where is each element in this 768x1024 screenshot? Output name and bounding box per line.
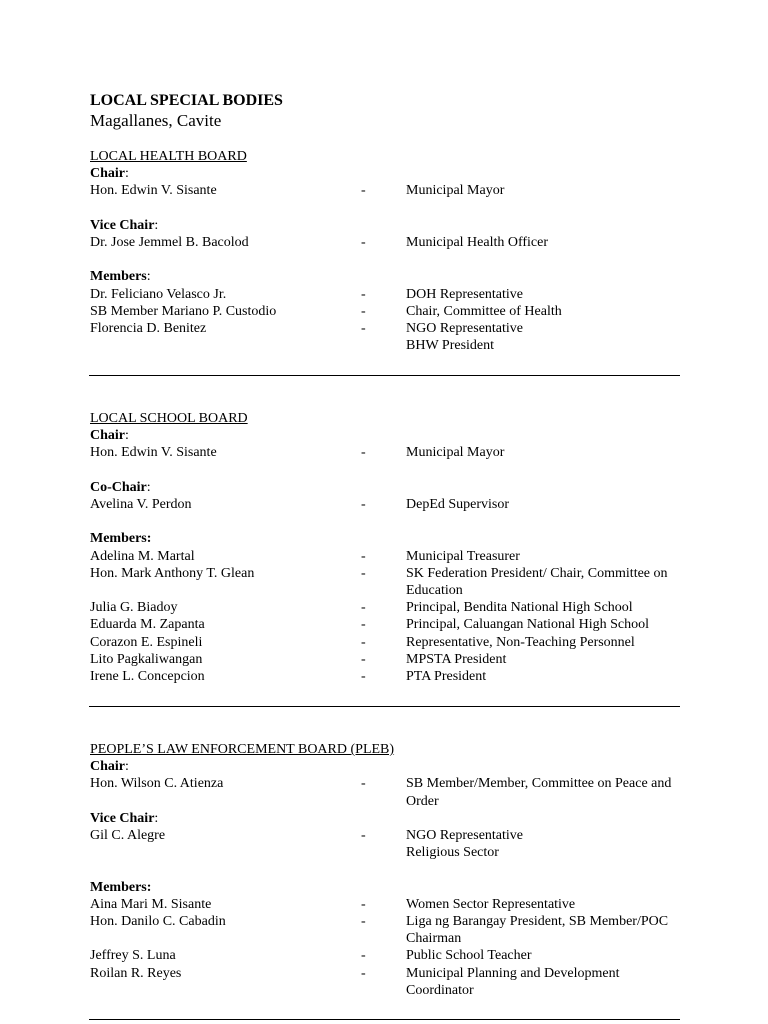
- member-position: NGO Representative: [406, 828, 524, 844]
- member-position: Municipal Mayor: [406, 183, 505, 199]
- member-position: Principal, Caluangan National High School: [406, 617, 650, 633]
- separator-dash: -: [361, 896, 366, 912]
- health-board-title: LOCAL HEALTH BOARD: [90, 149, 247, 164]
- roster-row: [90, 548, 690, 565]
- pleb-vice-chair: Vice Chair: Gil C. Alegre - NGO Representative Religious Sector: [90, 810, 690, 862]
- separator-dash: -: [361, 497, 366, 512]
- separator-dash: -: [361, 565, 366, 581]
- member-position: NGO Representative: [406, 321, 524, 336]
- member-position: Women Sector Representative: [406, 896, 576, 912]
- roster-row: [90, 651, 690, 668]
- separator-dash: -: [361, 617, 366, 633]
- member-name: Avelina V. Perdon: [90, 497, 192, 512]
- document-subtitle: Magallanes, Cavite: [90, 111, 222, 130]
- members-label: Members: [90, 269, 147, 285]
- separator-dash: -: [361, 235, 366, 250]
- members-label: Members:: [90, 879, 152, 895]
- roster-row: [90, 496, 690, 513]
- roster-row: [90, 896, 690, 913]
- member-position: Chair, Committee of Health: [406, 303, 562, 319]
- roster-row: [90, 320, 690, 337]
- member-position: BHW President: [406, 338, 495, 354]
- separator-dash: -: [361, 183, 366, 199]
- member-name: Aina Mari M. Sisante: [90, 896, 212, 912]
- member-position: Religious Sector: [406, 845, 499, 861]
- member-name: Eduarda M. Zapanta: [90, 617, 205, 633]
- roster-row: [90, 844, 690, 861]
- member-name: Dr. Feliciano Velasco Jr.: [90, 286, 227, 302]
- member-name: Irene L. Concepcion: [90, 669, 205, 685]
- separator-dash: -: [361, 965, 366, 981]
- section-divider: [89, 375, 680, 376]
- section-divider: [89, 706, 680, 707]
- chair-label: Chair: [90, 759, 125, 775]
- member-name: Florencia D. Benitez: [90, 321, 207, 336]
- chair-list: [90, 775, 690, 809]
- health-board-chair: Chair: Hon. Edwin V. Sisante - Municipal Mayor: [90, 165, 690, 199]
- members-label: Members:: [90, 531, 152, 547]
- member-position: PTA President: [406, 669, 487, 685]
- roster-row: [90, 444, 690, 461]
- member-position: MPSTA President: [406, 651, 507, 667]
- member-position: Municipal Treasurer: [406, 548, 520, 564]
- vice-chair-list: [90, 234, 690, 251]
- roster-row: [90, 286, 690, 303]
- member-name: Dr. Jose Jemmel B. Bacolod: [90, 235, 249, 250]
- member-name: Hon. Danilo C. Cabadin: [90, 914, 226, 930]
- member-name: Julia G. Biadoy: [90, 600, 178, 616]
- school-board-co-chair: Co-Chair: Avelina V. Perdon - DepEd Supervisor: [90, 479, 690, 513]
- health-board-section: [90, 148, 690, 354]
- health-board-members: Members: Dr. Feliciano Velasco Jr. - DOH Representative SB Member Mariano P. Custodio - Chair, Committee of Health Florencia D. Benitez - NGO Representative BHW President: [90, 268, 690, 354]
- member-position: Municipal Mayor: [406, 445, 505, 461]
- member-name: Gil C. Alegre: [90, 828, 166, 844]
- member-position: Public School Teacher: [406, 948, 532, 964]
- roster-row: [90, 668, 690, 685]
- roster-row: [90, 965, 690, 999]
- roster-row: [90, 565, 690, 599]
- school-board-chair: Chair: Hon. Edwin V. Sisante - Municipal Mayor: [90, 427, 690, 461]
- separator-dash: -: [361, 948, 366, 964]
- separator-dash: -: [361, 828, 366, 844]
- pleb-section: [90, 741, 690, 999]
- separator-dash: -: [361, 914, 366, 930]
- member-position: Liga ng Barangay President, SB Member/POC Chairman: [406, 914, 669, 947]
- roster-row: [90, 234, 690, 251]
- member-name: Jeffrey S. Luna: [90, 948, 176, 964]
- vice-chair-list: [90, 827, 690, 861]
- pleb-members: [90, 879, 690, 999]
- separator-dash: -: [361, 445, 366, 461]
- health-board-vice-chair: Vice Chair: Dr. Jose Jemmel B. Bacolod - Municipal Health Officer: [90, 217, 690, 251]
- roster-row: [90, 634, 690, 651]
- member-position: SB Member/Member, Committee on Peace and Order: [406, 776, 672, 809]
- roster-row: [90, 337, 690, 354]
- chair-list: [90, 182, 690, 199]
- member-position: DOH Representative: [406, 286, 524, 302]
- member-name: Hon. Mark Anthony T. Glean: [90, 565, 255, 581]
- co-chair-list: [90, 496, 690, 513]
- separator-dash: -: [361, 776, 366, 792]
- document-title: LOCAL SPECIAL BODIES: [90, 92, 283, 109]
- vice-chair-label: Vice Chair: [90, 217, 155, 233]
- member-position: SK Federation President/ Chair, Committee on Education: [406, 565, 668, 598]
- vice-chair-label: Vice Chair: [90, 810, 155, 826]
- member-name: Corazon E. Espineli: [90, 634, 203, 650]
- members-list: [90, 896, 690, 999]
- member-name: Hon. Edwin V. Sisante: [90, 183, 217, 199]
- school-board-section: [90, 410, 690, 685]
- members-list: [90, 548, 690, 686]
- school-board-members: [90, 530, 690, 685]
- separator-dash: -: [361, 669, 366, 685]
- roster-row: [90, 616, 690, 633]
- separator-dash: -: [361, 548, 366, 564]
- member-position: Representative, Non-Teaching Personnel: [406, 634, 635, 650]
- roster-row: [90, 599, 690, 616]
- member-name: Hon. Wilson C. Atienza: [90, 776, 224, 792]
- member-name: SB Member Mariano P. Custodio: [90, 303, 277, 319]
- school-board-title: LOCAL SCHOOL BOARD: [90, 411, 248, 426]
- separator-dash: -: [361, 286, 366, 302]
- member-name: Adelina M. Martal: [90, 548, 195, 564]
- chair-label: Chair: [90, 428, 125, 444]
- member-position: Municipal Health Officer: [406, 235, 549, 250]
- pleb-chair: Chair: Hon. Wilson C. Atienza - SB Member/Member, Committee on Peace and Order: [90, 758, 690, 810]
- separator-dash: -: [361, 303, 366, 319]
- member-name: Roilan R. Reyes: [90, 965, 182, 981]
- co-chair-label: Co-Chair: [90, 479, 147, 495]
- separator-dash: -: [361, 600, 366, 616]
- roster-row: [90, 303, 690, 320]
- member-position: Municipal Planning and Development Coordinator: [406, 965, 620, 998]
- roster-row: [90, 827, 690, 844]
- roster-row: [90, 182, 690, 199]
- pleb-title: PEOPLE’S LAW ENFORCEMENT BOARD (PLEB): [90, 742, 395, 757]
- roster-row: [90, 913, 690, 947]
- member-position: DepEd Supervisor: [406, 497, 510, 512]
- roster-row: [90, 947, 690, 964]
- chair-list: [90, 444, 690, 461]
- chair-label: Chair: [90, 166, 125, 182]
- member-name: Lito Pagkaliwangan: [90, 651, 203, 667]
- member-position: Principal, Bendita National High School: [406, 600, 633, 616]
- separator-dash: -: [361, 634, 366, 650]
- members-list: [90, 286, 690, 355]
- roster-row: [90, 775, 690, 809]
- member-name: Hon. Edwin V. Sisante: [90, 445, 217, 461]
- section-divider: [89, 1019, 680, 1020]
- separator-dash: -: [361, 651, 366, 667]
- separator-dash: -: [361, 321, 366, 336]
